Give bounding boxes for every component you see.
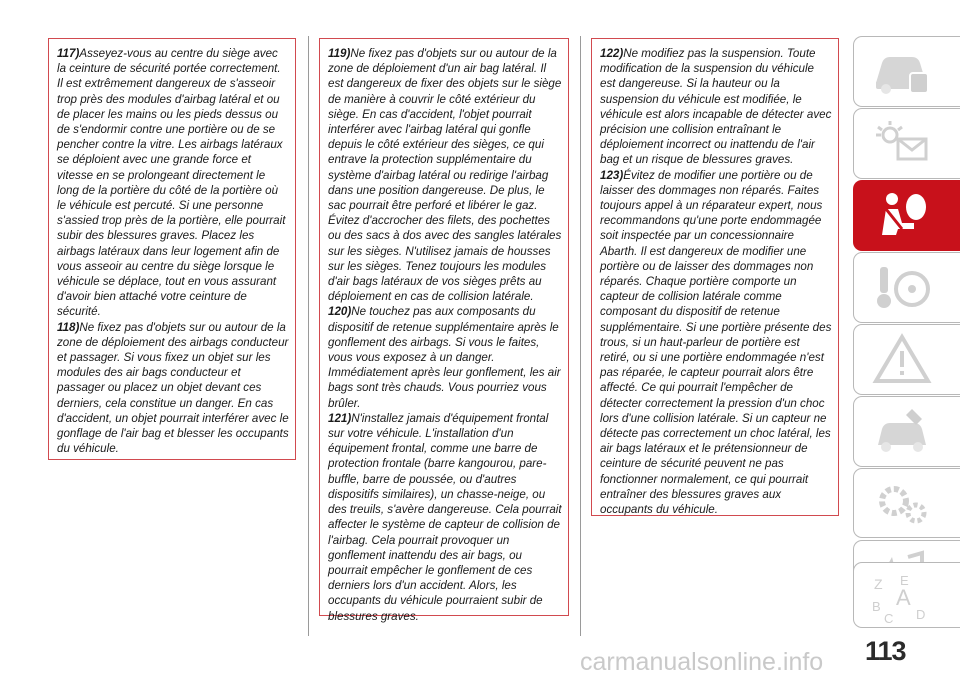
column-divider xyxy=(308,36,309,636)
note-text: Asseyez-vous au centre du siège avec la ceinture de sécurité portée correctement. Il est extrêmement dangereux de s'asseoir trop près des modules d'airbag latéral et ou de placer les mains ou les pieds dessus ou de s'endormir contre une portière ou de se pencher contre la vitre. Les airbags latéraux se déploient avec une grande force et vitesse en se prolongeant directement le long de la portière du côté de la portière où le véhicule est percuté. Si une personne s'assied trop près de la portière, elle pourrait subir des blessures graves. Placez les airbags latéraux dans leur logement afin de vous asseoir au centre du siège lorsque le véhicule se déplace, tout en vous assurant d'avoir bien attaché votre ceinture de sécurité. xyxy=(57,47,286,319)
svg-text:C: C xyxy=(884,611,894,625)
note-text: Ne fixez pas d'objets sur ou autour de la zone de déploiement des airbags conducteur et passager. Si vous fixez un objet sur les modules des air bags conducteur et passager ou placez un objet devant ces derniers, cela constitue un danger. En cas d'accident, un objet pourrait interférer avec le gonflage de l'air bag et blesser les occupants du véhicule. xyxy=(57,320,289,456)
tab-index[interactable] xyxy=(853,562,960,628)
tab-lights[interactable] xyxy=(853,108,960,179)
tab-safety[interactable] xyxy=(853,180,960,251)
note-117 xyxy=(57,46,289,320)
tab-emergency[interactable] xyxy=(853,324,960,395)
note-number: 121) xyxy=(328,411,352,425)
notes-column-3 xyxy=(591,38,839,516)
note-number: 119) xyxy=(328,47,351,60)
airbag-seatbelt-icon xyxy=(872,189,932,243)
note-123 xyxy=(600,168,832,518)
warning-triangle-icon xyxy=(872,333,932,387)
note-number: 117) xyxy=(57,47,80,60)
note-118 xyxy=(57,320,289,457)
svg-text:D: D xyxy=(916,607,926,622)
note-text: Ne touchez pas aux composants du dispositif de retenue supplémentaire après le gonflement des airbags. Si vous le faites, vous vous exposez à un danger. Immédiatement après leur gonflement, les air bags sont très chauds. Vous pourriez vous brûler. xyxy=(328,305,561,410)
tools-car-icon xyxy=(872,405,932,459)
svg-text:B: B xyxy=(872,599,881,614)
note-number: 118) xyxy=(57,320,80,334)
note-number: 122) xyxy=(600,47,624,60)
note-119 xyxy=(328,46,562,304)
tab-technical[interactable] xyxy=(853,468,960,538)
note-text: Ne modifiez pas la suspension. Toute modification de la suspension du véhicule est dangereuse. Si la hauteur ou la suspension du véhicule est modifiée, le véhicule est alors incapable de détecter avec précision une collision entraînant le déploiement incorrect ou inattendu de l'air bag et un risque de blessures graves. xyxy=(600,47,832,167)
tab-dashboard[interactable] xyxy=(853,36,960,107)
svg-text:E: E xyxy=(900,573,909,588)
note-text: Évitez de modifier une portière ou de laisser des dommages non réparés. Faites toujours appel à un réparateur expert, nous recommandons qu'une porte endommagée soit inspectée par un concessionnaire Abarth. Il est dangereux de modifier une portière ou de laisser des dommages non réparés. Chaque portière comporte un capteur de collision latérale comme composant du dispositif de retenue supplémentaire. Si une portière présente des trous, si un haut-parleur de portière est retiré, ou si une portière endommagée n'est pas réparée, le capteur pourrait alors être affecté. Ce qui pourrait l'empêcher de détecter correctement la pression d'un choc lors d'une collision latérale. Si un capteur ne détecte pas correctement un choc latéral, les air bags latéraux et le prétensionneur de ceinture de sécurité peuvent ne pas fonctionner normalement, ce qui pourrait entraîner des blessures graves aux occupants du véhicule. xyxy=(600,168,832,517)
page-number: 113 xyxy=(865,636,906,666)
svg-text:A: A xyxy=(896,585,911,610)
watermark: carmanualsonline.info xyxy=(580,648,824,676)
note-120 xyxy=(328,304,562,410)
note-text: Ne fixez pas d'objets sur ou autour de la zone de déploiement d'un air bag latéral. Il est dangereux de fixer des objets sur le siège de manière à couvrir le côté extérieur du siège. En cas d'accident, l'objet pourrait interférer avec l'airbag latéral qui gonfle depuis le côté extérieur des sièges, ce qui entrave la protection supplémentaire du système d'airbag latéral ou redirige l'airbag dans une position dangereuse. De plus, le sac pourrait être perforé et libérer le gaz. Évitez d'accrocher des filets, des pochettes ou des sacs à dos avec des sangles latérales sur les sièges. N'utilisez jamais de housses sur les sièges. Tenez toujours les modules d'air bags latéraux de vos sièges prêts au déploiement en cas de collision latérale. xyxy=(328,47,562,304)
note-number: 123) xyxy=(600,168,624,182)
note-122 xyxy=(600,46,832,168)
notes-column-1 xyxy=(48,38,296,460)
svg-text:Z: Z xyxy=(874,576,883,592)
note-text: N'installez jamais d'équipement frontal sur votre véhicule. L'installation d'un équipement frontal, comme une barre de protection frontale (barre kangourou, pare-buffle, barre de poussée, ou d'autres dispositifs similaires), un chasse-neige, ou des treuils, s'avère dangereuse. Cela pourrait affecter le système de capteur de collision de l'airbag. Cela pourrait provoquer un gonflement inattendu des air bags, ou pourrait empêcher le gonflement de ces derniers lors d'un accident. Alors, les occupants du véhicule pourraient subir de blessures graves. xyxy=(328,411,562,623)
column-divider xyxy=(580,36,581,636)
index-letters-icon xyxy=(872,571,932,625)
tab-starting[interactable] xyxy=(853,252,960,323)
notes-column-2 xyxy=(319,38,569,623)
key-steering-icon xyxy=(872,261,932,315)
gears-icon xyxy=(872,477,932,531)
lights-icon xyxy=(872,117,932,171)
note-121 xyxy=(328,411,562,624)
tab-maintenance[interactable] xyxy=(853,396,960,467)
car-dashboard-icon xyxy=(872,45,932,99)
note-number: 120) xyxy=(328,305,352,319)
